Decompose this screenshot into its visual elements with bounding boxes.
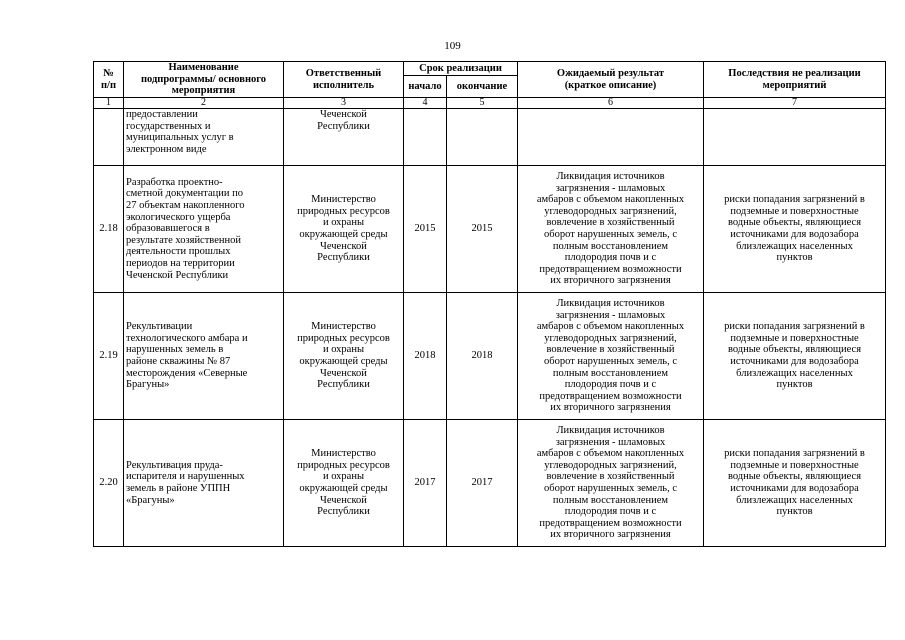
row-consequences: риски попадания загрязнений в подземные и поверхностные водные объекты, являющиеся источниками для водозабора близлежащих населенных пунктов bbox=[704, 293, 886, 420]
row-result: Ликвидация источников загрязнения - шламовых амбаров с объемом накопленных углеводородных загрязнений, вовлечение в хозяйственный оборот нарушенных земель, с полным восстановлением плодородия почв и с предотвращением возможности их вторичного загрязнения bbox=[518, 420, 704, 547]
header-num: № п/п bbox=[94, 62, 124, 98]
row-start: 2015 bbox=[404, 166, 447, 293]
activities-table bbox=[93, 61, 886, 547]
header-consequences: Последствия не реализации мероприятий bbox=[704, 62, 886, 98]
row-num: 2.19 bbox=[94, 293, 124, 420]
column-number: 3 bbox=[284, 98, 404, 109]
column-number: 1 bbox=[94, 98, 124, 109]
header-end: окончание bbox=[447, 76, 518, 98]
row-executor: Министерство природных ресурсов и охраны окружающей среды Чеченской Республики bbox=[284, 166, 404, 293]
row-result bbox=[518, 109, 704, 166]
column-number: 2 bbox=[124, 98, 284, 109]
row-num bbox=[94, 109, 124, 166]
row-num: 2.18 bbox=[94, 166, 124, 293]
row-start bbox=[404, 109, 447, 166]
row-name: Рекультивации технологического амбара и нарушенных земель в районе скважины № 87 месторождения «Северные Брагуны» bbox=[124, 293, 284, 420]
header-period: Срок реализации bbox=[404, 62, 518, 76]
row-result: Ликвидация источников загрязнения - шламовых амбаров с объемом накопленных углеводородных загрязнений, вовлечение в хозяйственный оборот нарушенных земель, с полным восстановлением плодородия почв и с предотвращением возможности их вторичного загрязнения bbox=[518, 293, 704, 420]
column-number: 7 bbox=[704, 98, 886, 109]
row-start: 2018 bbox=[404, 293, 447, 420]
row-executor: Министерство природных ресурсов и охраны окружающей среды Чеченской Республики bbox=[284, 420, 404, 547]
table-row bbox=[94, 109, 886, 166]
row-start: 2017 bbox=[404, 420, 447, 547]
row-end bbox=[447, 109, 518, 166]
table-row bbox=[94, 166, 886, 293]
header-name: Наименование подпрограммы/ основного мероприятия bbox=[124, 62, 284, 98]
row-executor: Министерство природных ресурсов и охраны окружающей среды Чеченской Республики bbox=[284, 293, 404, 420]
column-number: 5 bbox=[447, 98, 518, 109]
row-end: 2018 bbox=[447, 293, 518, 420]
page-number: 109 bbox=[444, 40, 461, 52]
table-row bbox=[94, 293, 886, 420]
row-end: 2017 bbox=[447, 420, 518, 547]
row-end: 2015 bbox=[447, 166, 518, 293]
row-consequences: риски попадания загрязнений в подземные и поверхностные водные объекты, являющиеся источниками для водозабора близлежащих населенных пунктов bbox=[704, 420, 886, 547]
row-name: Разработка проектно- сметной документации по 27 объектам накопленного экологического ущерба образовавшегося в результате хозяйственной деятельности прошлых периодов на территории Чеченской Республики bbox=[124, 166, 284, 293]
row-num: 2.20 bbox=[94, 420, 124, 547]
column-number: 6 bbox=[518, 98, 704, 109]
row-consequences: риски попадания загрязнений в подземные и поверхностные водные объекты, являющиеся источниками для водозабора близлежащих населенных пунктов bbox=[704, 166, 886, 293]
row-name: предоставлении государственных и муниципальных услуг в электронном виде bbox=[124, 109, 284, 166]
row-executor: Чеченской Республики bbox=[284, 109, 404, 166]
header-executor: Ответственный исполнитель bbox=[284, 62, 404, 98]
row-result: Ликвидация источников загрязнения - шламовых амбаров с объемом накопленных углеводородных загрязнений, вовлечение в хозяйственный оборот нарушенных земель, с полным восстановлением плодородия почв и с предотвращением возможности их вторичного загрязнения bbox=[518, 166, 704, 293]
row-consequences bbox=[704, 109, 886, 166]
header-result: Ожидаемый результат (краткое описание) bbox=[518, 62, 704, 98]
column-number: 4 bbox=[404, 98, 447, 109]
header-start: начало bbox=[404, 76, 447, 98]
table-row bbox=[94, 420, 886, 547]
row-name: Рекультивация пруда- испарителя и нарушенных земель в районе УППН «Брагуны» bbox=[124, 420, 284, 547]
